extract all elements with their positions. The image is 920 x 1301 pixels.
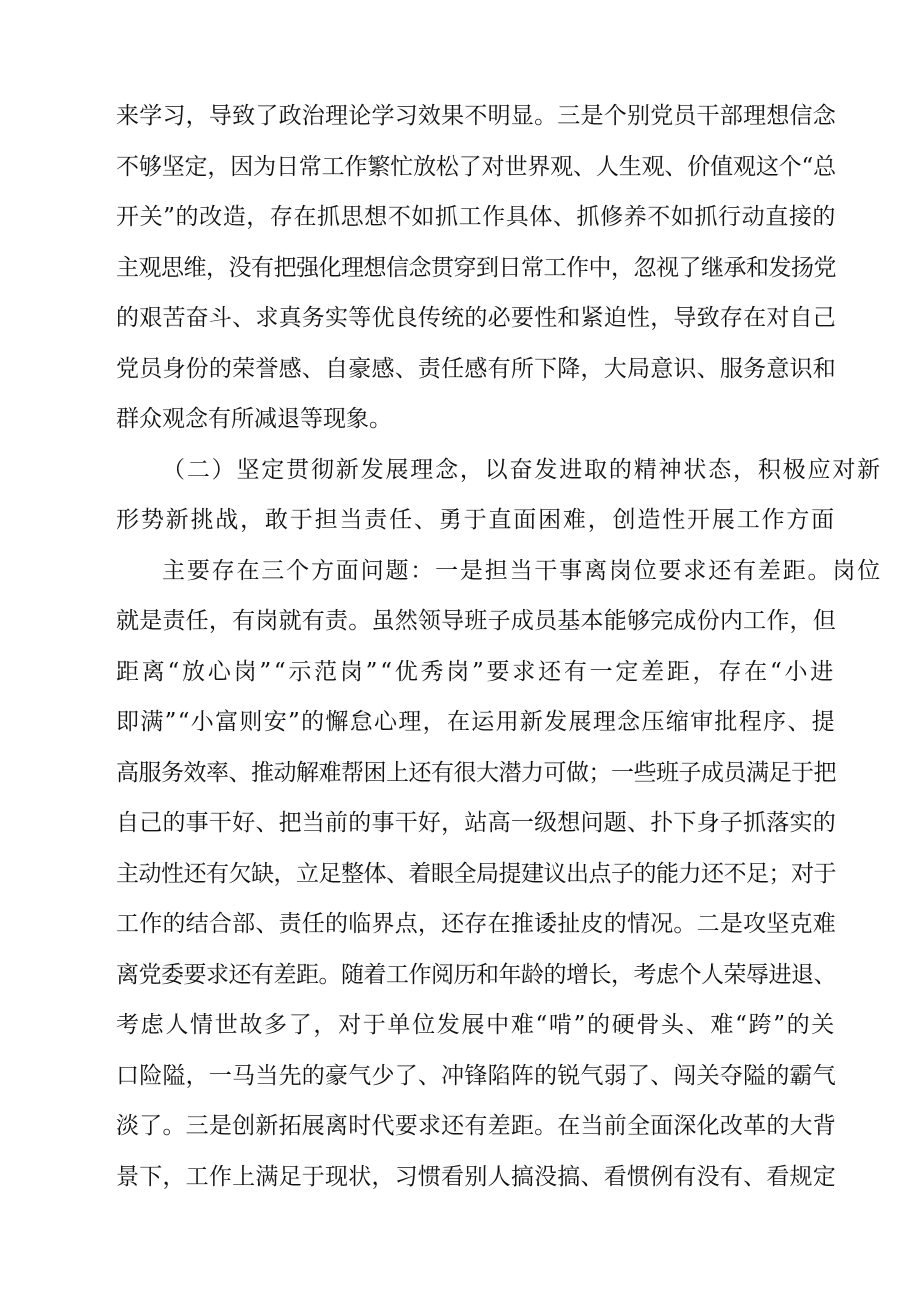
paragraph-first-line: 主要存在三个方面问题：一是担当干事离岗位要求还有差距。岗位 [162,558,882,584]
section-heading-line: （二）坚定贯彻新发展理念，以奋发进取的精神状态，积极应对新 [162,457,882,483]
text-line: 开关”的改造，存在抓思想不如抓工作具体、抓修养不如抓行动直接的 [116,204,836,230]
text-line: 景下，工作上满足于现状，习惯看别人搞没搞、看惯例有没有、看规定 [116,1164,836,1190]
text-line: 主动性还有欠缺，立足整体、着眼全局提建议出点子的能力还不足；对于 [116,861,836,887]
text-line: 群众观念有所减退等现象。 [116,406,392,432]
text-line: 离党委要求还有差距。随着工作阅历和年龄的增长，考虑个人荣辱进退、 [116,962,836,988]
text-line: 工作的结合部、责任的临界点，还存在推诿扯皮的情况。二是攻坚克难 [116,911,836,937]
text-line: 自己的事干好、把当前的事干好，站高一级想问题、扑下身子抓落实的 [116,810,836,836]
text-line: 来学习，导致了政治理论学习效果不明显。三是个别党员干部理想信念 [116,103,836,129]
text-line: 淡了。三是创新拓展离时代要求还有差距。在当前全面深化改革的大背 [116,1113,836,1139]
text-line: 党员身份的荣誉感、自豪感、责任感有所下降，大局意识、服务意识和 [116,356,836,382]
text-line: 不够坚定，因为日常工作繁忙放松了对世界观、人生观、价值观这个“总 [116,154,836,180]
text-line: 主观思维，没有把强化理想信念贯穿到日常工作中，忽视了继承和发扬党 [116,255,836,281]
text-line: 的艰苦奋斗、求真务实等优良传统的必要性和紧迫性，导致存在对自己 [116,305,836,331]
text-line: 高服务效率、推动解难帮困上还有很大潜力可做；一些班子成员满足于把 [116,760,836,786]
text-line: 口险隘，一马当先的豪气少了、冲锋陷阵的锐气弱了、闯关夺隘的霸气 [116,1063,836,1089]
section-heading-line: 形势新挑战，敢于担当责任、勇于直面困难，创造性开展工作方面 [116,507,836,533]
text-line: 就是责任，有岗就有责。虽然领导班子成员基本能够完成份内工作，但 [116,608,836,634]
text-line: 即满”“小富则安”的懈怠心理，在运用新发展理念压缩审批程序、提 [116,709,836,735]
text-line: 考虑人情世故多了，对于单位发展中难“啃”的硬骨头、难“跨”的关 [116,1012,836,1038]
text-line: 距离“放心岗”“示范岗”“优秀岗”要求还有一定差距，存在“小进 [116,659,836,685]
